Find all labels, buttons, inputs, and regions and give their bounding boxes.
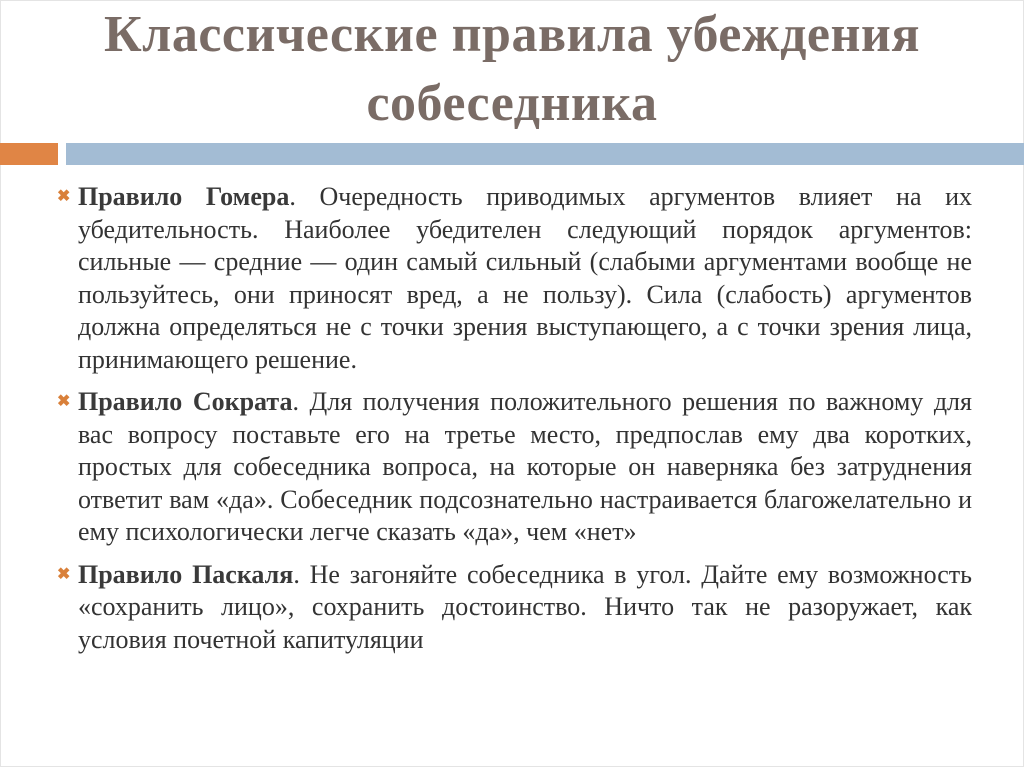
rule-text: . Очередность приводимых аргументов влияет на их убедительность. Наиболее убедителен следующий порядок аргументов: сильные — средние — один самый сильный (слабыми аргументами вообще не пользуйтесь, они приносят вред, а не пользу). Сила (слабость) аргументов должна определяться не с точки зрения выступающего, а с точки зрения лица, принимающего решение.	[78, 182, 973, 374]
rules-list	[57, 181, 973, 666]
rule-name: Правило Паскаля	[78, 559, 294, 589]
rule-text: . Не загоняйте собеседника в угол. Дайте ему возможность «сохранить лицо», сохранить достоинство. Ничто так не разоружает, как условия почетной капитуляции	[78, 559, 972, 654]
rule-pascal	[57, 559, 972, 657]
accent-bar-blue	[66, 143, 1024, 165]
cross-bullet-icon: ✖	[57, 188, 71, 205]
slide-title-line-1: Классические правила убеждения	[103, 6, 921, 63]
rule-text: . Для получения положительного решения по важному для вас вопросу поставьте его на третье место, предпослав ему два коротких, простых для собеседника вопроса, на которые он наверняка без затруднения ответит вам «да». Собеседник подсознательно настраивается благожелательно и ему психологически легче сказать «да», чем «нет»	[78, 387, 972, 546]
slide-title-line-2: собеседника	[366, 75, 658, 132]
rule-homer	[57, 181, 973, 376]
cross-bullet-icon: ✖	[57, 393, 71, 410]
cross-bullet-icon: ✖	[57, 565, 71, 583]
rule-name: Правило Гомера	[78, 182, 290, 211]
rule-socrates	[57, 386, 972, 549]
rule-name: Правило Сократа	[78, 387, 293, 416]
slide-title	[0, 0, 1024, 138]
accent-bar-orange	[0, 143, 58, 165]
